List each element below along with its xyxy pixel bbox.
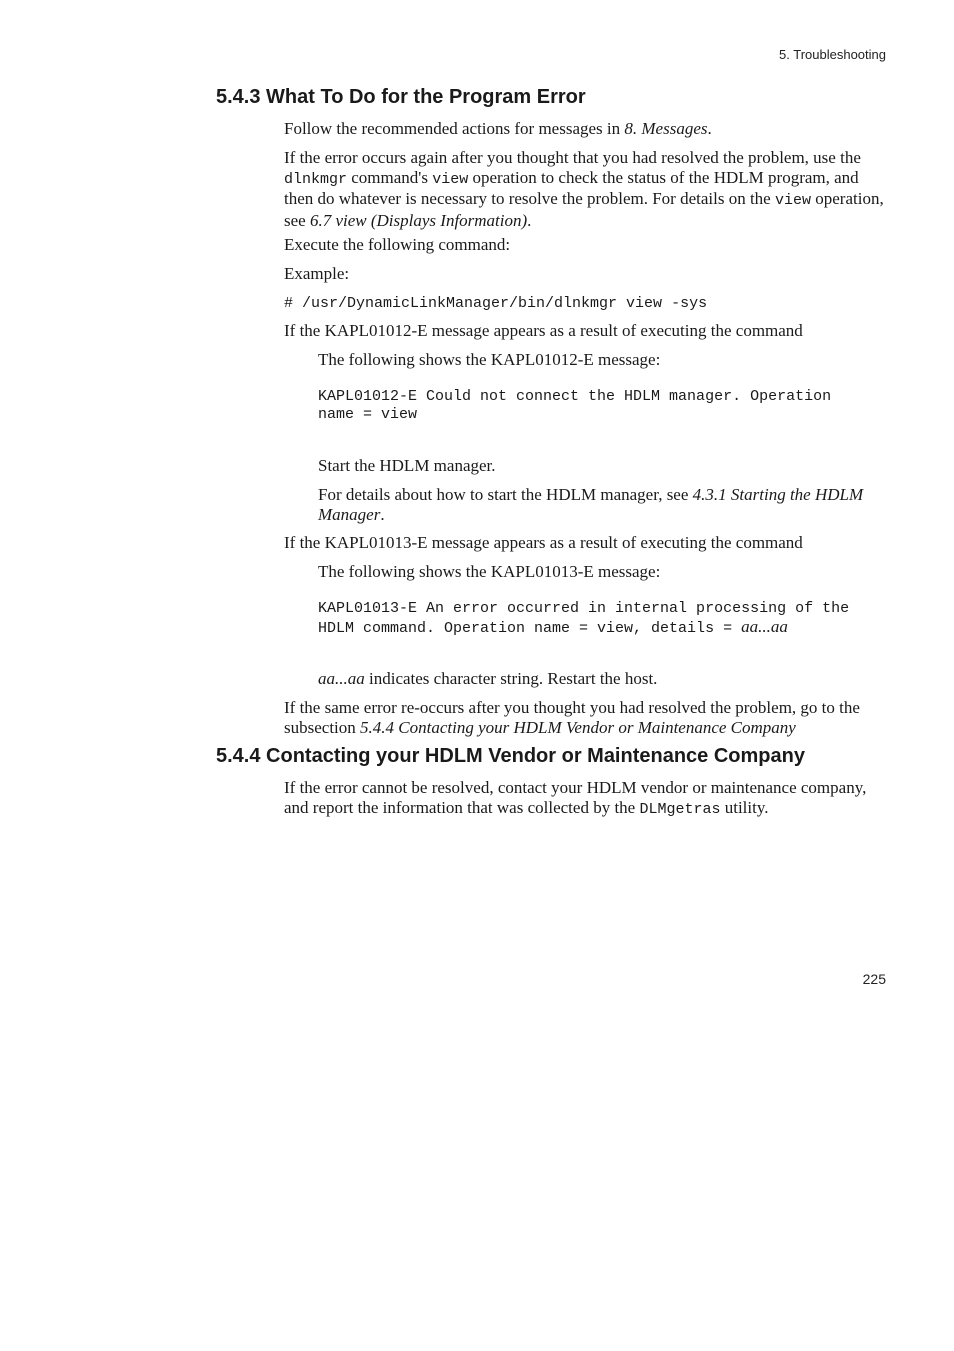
paragraph-error-again: If the error occurs again after you thought that you had resolved the problem, use the dlnkmgr command's view operation to check the status of the HDLM program, and then do whatever is necessary to resolve the problem. For details on the view operation, see 6.7 view (Displays Information). [284,148,884,230]
paragraph-closing: If the same error re-occurs after you thought you had resolved the problem, go to the subsection 5.4.4 Contacting your HDLM Vendor or Maintenance Company [284,698,860,737]
cross-reference: 4.3.1 Starting the HDLM Manager [318,485,864,524]
case1-details: For details about how to start the HDLM manager, see 4.3.1 Starting the HDLM Manager. [318,485,864,524]
paragraph-follow-actions: Follow the recommended actions for messages in 8. Messages. [284,119,712,138]
case1-message-code: KAPL01012-E Could not connect the HDLM manager. Operation name = view [318,388,832,423]
cross-reference: 6.7 view (Displays Information) [309,210,528,230]
execute-label: Execute the following command: [284,235,511,254]
section-heading-544: 5.4.4 Contacting your HDLM Vendor or Maintenance Company [216,745,805,767]
inline-code: view [774,192,811,209]
page-number: 225 [862,971,886,987]
case2-message-code: KAPL01013-E An error occurred in internal processing of the HDLM command. Operation name = view, details = aa...aa [318,600,850,637]
case1-title: If the KAPL01012-E message appears as a result of executing the command [284,321,803,340]
case2-note: aa...aa indicates character string. Restart the host. [318,669,658,688]
case2-title: If the KAPL01013-E message appears as a result of executing the command [284,533,803,552]
inline-code: view [432,170,469,188]
variable-placeholder: aa...aa [318,669,365,688]
paragraph-contact-vendor: If the error cannot be resolved, contact your HDLM vendor or maintenance company, and report the information that was collected by the DLMgetras utility. [284,778,867,818]
case1-action: Start the HDLM manager. [318,456,496,475]
example-label: Example: [284,264,350,283]
variable-placeholder: aa...aa [741,617,788,636]
command-example: # /usr/DynamicLinkManager/bin/dlnkmgr view -sys [284,295,708,312]
case2-intro: The following shows the KAPL01013-E message: [318,562,661,581]
cross-reference: 5.4.4 Contacting your HDLM Vendor or Maintenance Company [360,717,796,737]
cross-reference: 8. Messages [624,119,708,138]
section-heading-543: 5.4.3 What To Do for the Program Error [216,86,586,108]
running-head: 5. Troubleshooting [779,47,886,62]
inline-code: dlnkmgr [284,170,348,188]
inline-code: DLMgetras [639,800,721,818]
case1-intro: The following shows the KAPL01012-E message: [318,350,661,369]
